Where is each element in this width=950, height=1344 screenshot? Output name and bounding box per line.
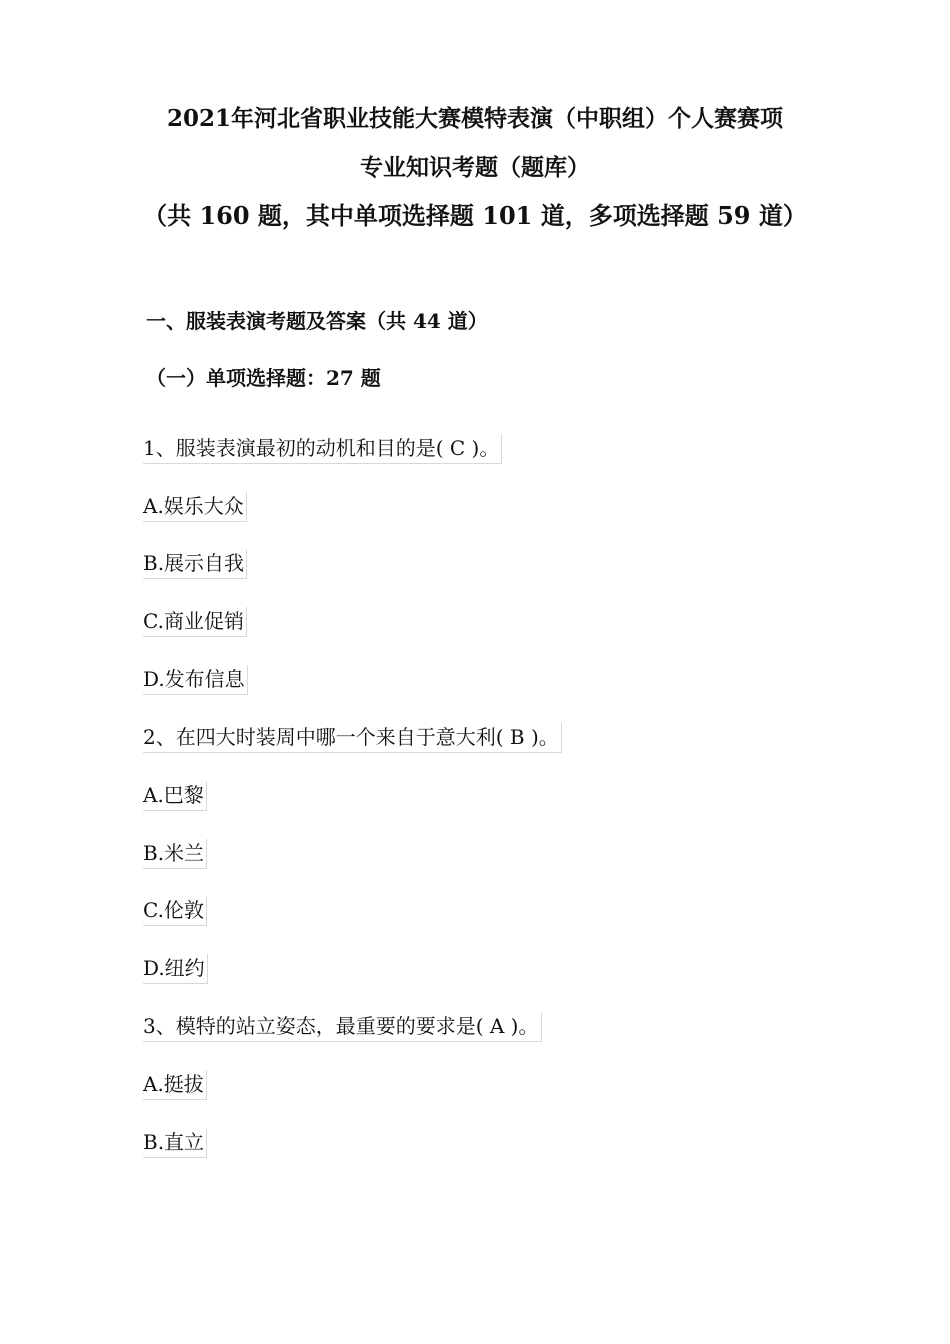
question-option: B.展示自我 [143,549,247,579]
question-option: D.发布信息 [143,665,248,695]
question-option: C.商业促销 [143,607,247,637]
subsection-heading: （一）单项选择题：27 题 [146,366,381,390]
question-stem: 1、服装表演最初的动机和目的是( C )。 [143,434,502,464]
question-option: B.米兰 [143,839,207,869]
question-stem: 3、模特的站立姿态，最重要的要求是( A )。 [143,1012,542,1042]
question-stem: 2、在四大时装周中哪一个来自于意大利( B )。 [143,723,562,753]
document-title-line-2: 专业知识考题（题库） [360,154,590,181]
question-option: C.伦敦 [143,896,207,926]
question-option: A.娱乐大众 [143,492,247,522]
document-title-line-1: 2021年河北省职业技能大赛模特表演（中职组）个人赛赛项 [166,105,783,132]
question-option: D.纽约 [143,954,208,984]
section-heading: 一、服装表演考题及答案（共 44 道） [146,309,488,333]
question-option: B.直立 [143,1128,207,1158]
document-title-summary: （共 160 题，其中单项选择题 101 道，多项选择题 59 道） [143,201,807,230]
question-option: A.巴黎 [143,781,207,811]
question-option: A.挺拔 [143,1070,207,1100]
